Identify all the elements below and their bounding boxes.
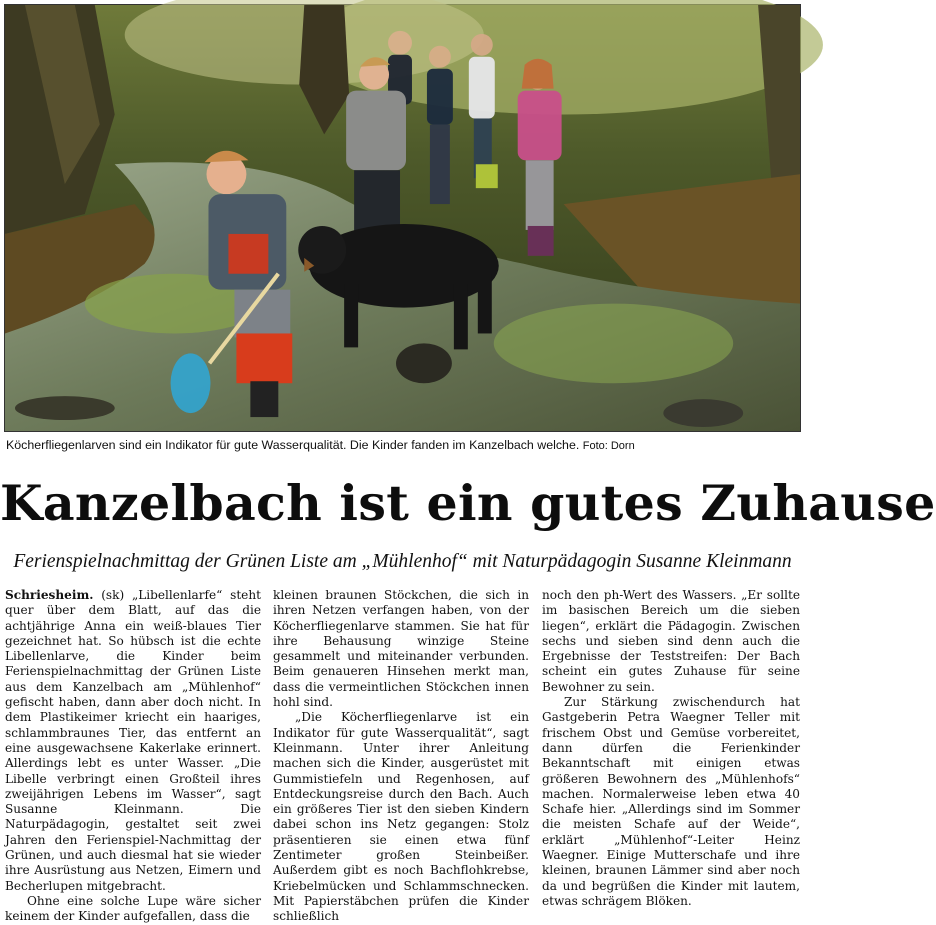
article-paragraph: Ohne eine solche Lupe wäre sicher keinem der Kinder aufgefallen, dass die	[5, 893, 261, 924]
article-paragraph	[5, 588, 261, 894]
article-column-2	[273, 588, 529, 924]
article-column-1	[5, 588, 261, 924]
article-body	[5, 588, 800, 924]
article-column-3	[542, 588, 800, 910]
photo-illustration	[5, 5, 800, 431]
article-headline: Kanzelbach ist ein gutes Zuhause	[0, 474, 936, 532]
article-paragraph: noch den ph-Wert des Wassers. „Er sollte im basischen Bereich um die sieben liegen“, erklärt die Pädagogin. Zwischen sechs und sieben sind denn auch die Ergebnisse der Teststreifen: Der Bach scheint ein gutes Zuhause für seine Bewohner zu sein.	[542, 588, 800, 694]
caption-text: Köcherfliegenlarven sind ein Indikator für gute Wasserqualität. Die Kinder fanden im Kanzelbach welche.	[6, 438, 580, 452]
dateline: Schriesheim.	[5, 588, 94, 602]
article-paragraph: kleinen braunen Stöckchen, die sich in ihren Netzen verfangen haben, von der Köcherfliegenlarve stammen. Sie hat für ihre Behausung winzige Steine gesammelt und miteinander verbunden. Beim genaueren Hinsehen merkt man, dass die vermeintlichen Stöckchen innen hohl sind.	[273, 588, 529, 710]
photo-credit: Foto: Dorn	[582, 440, 635, 452]
paragraph-text: (sk) „Libellenlarfe“ steht quer über dem Blatt, auf das die achtjährige Anna ein weiß-blaues Tier gezeichnet hat. So hübsch ist die echte Libellenlarve, die Kinder beim Ferienspielnachmittag der Grünen Liste aus dem Kanzelbach am „Mühlenhof“ gefischt haben, dann aber doch nicht. In dem Plastikeimer kriecht ein haariges, schlammbraunes Tier, das entfernt an eine ausgewachsene Kakerlake erinnert. Allerdings lebt es unter Wasser. „Die Libelle verbringt einen Großteil ihres zweijährigen Lebens im Wasser“, sagt Susanne Kleinmann. Die Naturpädagogin, gestaltet seit zwei Jahren den Ferienspiel-Nachmittag der Grünen, und auch diesmal hat sie wieder ihre Ausrüstung aus Netzen, Eimern und Becherlupen mitgebracht.	[5, 588, 261, 893]
article-subheadline: Ferienspielnachmittag der Grünen Liste am „Mühlenhof“ mit Naturpädagogin Susanne Kleinmann	[13, 551, 792, 572]
article-photo	[4, 4, 801, 432]
photo-caption	[6, 438, 796, 452]
article-paragraph: Zur Stärkung zwischendurch hat Gastgeberin Petra Waegner Teller mit frischem Obst und Gemüse vorbereitet, dann dürfen die Ferienkinder Bekanntschaft mit einigen etwas größeren Bewohnern des „Mühlenhofs“ machen. Normalerweise leben etwa 40 Schafe hier. „Allerdings sind im Sommer die meisten Schafe auf der Weide“, erklärt „Mühlenhof“-Leiter Heinz Waegner. Einige Mutterschafe und ihre kleinen, braunen Lämmer sind aber noch da und begrüßen die Kinder mit lautem, etwas schrägem Blöken.	[542, 695, 800, 908]
article-paragraph: „Die Köcherfliegenlarve ist ein Indikator für gute Wasserqualität“, sagt Kleinmann. Unter ihrer Anleitung machen sich die Kinder, ausgerüstet mit Gummistiefeln und Regenhosen, auf Entdeckungsreise durch den Bach. Auch ein größeres Tier ist den sieben Kindern dabei schon ins Netz gegangen: Stolz präsentieren sie einen etwa fünf Zentimeter großen Steinbeißer. Außerdem gibt es noch Bachflohkrebse, Kriebelmücken und Schlammschnecken. Mit Papierstäbchen prüfen die Kinder schließlich	[273, 710, 529, 924]
